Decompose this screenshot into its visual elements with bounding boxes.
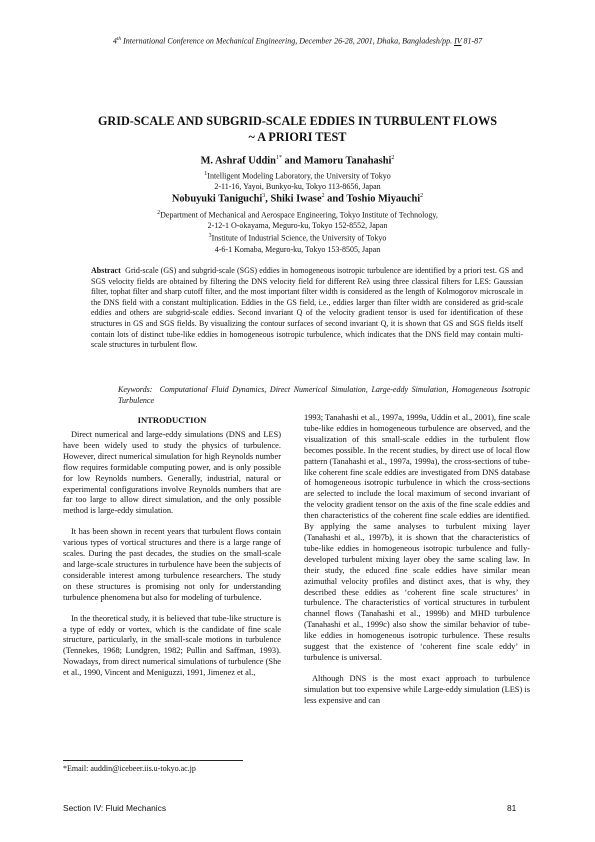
- paragraph: In the theoretical study, it is believed that tube-like structure is a type of eddy or vortex, which is the candidate of fine scale structure, particularly, in the small-scale motions in turbulence (Tennekes, 1968; Lundgren, 1982; Pullin and Saffman, 1993). Nowadays, from direct numerical simulations of turbulence (She et al., 1990, Vincent and Meniguzzi, 1991, Jimenez et al.,: [63, 613, 281, 678]
- footnote-rule: [63, 760, 243, 761]
- keywords-label: Keywords:: [118, 385, 153, 394]
- conference-header: [0, 36, 595, 46]
- author-affil-mark: 2: [420, 193, 424, 199]
- affil-text: Institute of Industrial Science, the University of Tokyo: [211, 234, 387, 244]
- author-name: , Shiki Iwase: [265, 193, 322, 205]
- affil-address: 2-11-16, Yayoi, Bunkyo-ku, Tokyo 113-8656, Japan: [214, 182, 381, 192]
- affil-mark: 2: [157, 210, 161, 216]
- author-affil-mark: 2: [321, 193, 325, 199]
- section-heading: INTRODUCTION: [137, 415, 207, 425]
- paper-title: [40, 113, 555, 145]
- abstract-text: Grid-scale (GS) and subgrid-scale (SGS) eddies in homogeneous isotropic turbulence are identified by a priori test. GS and SGS velocity fields are obtained by filtering the DNS velocity field for different Reλ using three classical filters for LES: Gaussian filter, tophat filter and sharp cutoff filter, and the most important filter width is considered as the length of Kolmogorov microscale in the DNS field with a constant multiplication. Eddies in the GS field, i.e., eddies larger than filter width are considered as grid-scale eddies and others are subgrid-scale eddies. Second invariant Q of the velocity gradient tensor is used for identification of these structures in GS and SGS fields. By visualizing the contour surfaces of second invariant Q, it is shown that GS and SGS fields itself contain lots of distinct tube-like eddies in homogeneous isotropic turbulence, which indicates that the DNS field may contain multi-scale structures in turbulent flow.: [91, 266, 523, 350]
- author-line-2: [0, 193, 595, 204]
- left-column: [63, 430, 281, 679]
- title-line-1: GRID-SCALE AND SUBGRID-SCALE EDDIES IN TURBULENT FLOWS: [97, 114, 498, 128]
- paragraph: Although DNS is the most exact approach to turbulence simulation but too expensive while Large-eddy simulation (LES) is less expensive and can: [304, 673, 530, 705]
- affil-address: 4-6-1 Komaba, Meguro-ku, Tokyo 153-8505, Japan: [214, 244, 381, 254]
- conference-number-suffix: th: [116, 36, 122, 42]
- volume-link[interactable]: IV: [454, 36, 462, 46]
- author-line-1: [0, 155, 595, 166]
- page-number: 81: [507, 803, 517, 813]
- author-name: M. Ashraf Uddin: [200, 155, 276, 167]
- author-name: and Toshio Miyauchi: [324, 193, 421, 205]
- keywords: [118, 385, 530, 406]
- author-affil-mark: 1*: [275, 155, 282, 161]
- affiliation-2: [0, 208, 595, 255]
- page-range: 81-87: [461, 36, 483, 46]
- paragraph: Direct numerical and large-eddy simulations (DNS and LES) have been widely used to study the physics of turbulence. However, direct numerical simulation for high Reynolds number flow requires formidable computing power, and is only possible for low Reynolds numbers. Generally, industrial, natural or experimental configurations involve Reynolds numbers that are far too large to allow direct simulation, and the only possible method is large-eddy simulation.: [63, 430, 281, 516]
- abstract: [91, 266, 523, 351]
- author-name: and Mamoru Tanahashi: [281, 155, 392, 167]
- affil-address: 2-12-1 O-okayama, Meguro-ku, Tokyo 152-8552, Japan: [207, 221, 388, 231]
- affil-mark: 1: [204, 171, 208, 177]
- conference-number: 4: [112, 36, 117, 46]
- conference-name: International Conference on Mechanical Engineering, December 26-28, 2001, Dhaka, Bangladesh/pp.: [121, 36, 455, 46]
- affil-mark: 3: [208, 233, 212, 240]
- keywords-text: Computational Fluid Dynamics, Direct Numerical Simulation, Large-eddy Simulation, Homogeneous Isotropic Turbulence: [118, 385, 530, 405]
- right-column: [304, 413, 530, 717]
- title-line-2: ~ A PRIORI TEST: [248, 130, 347, 144]
- affil-text: Intelligent Modeling Laboratory, the University of Tokyo: [207, 171, 391, 181]
- footer-section: Section IV: Fluid Mechanics: [63, 803, 167, 813]
- author-name: Nobuyuki Taniguchi: [171, 193, 263, 205]
- author-affil-mark: 2: [391, 155, 395, 161]
- affil-text: Department of Mechanical and Aerospace Engineering, Tokyo Institute of Technology,: [160, 210, 438, 220]
- paragraph: It has been shown in recent years that turbulent flows contain various types of vortical structures and there is a large range of scales. During the past decades, the studies on the small-scale and large-scale structures in turbulence have been the subjects of considerable interest among turbulence researchers. The study on these structures is promising not only for understanding turbulence phenomena but also for modeling of turbulence.: [63, 527, 281, 602]
- abstract-label: Abstract: [91, 266, 121, 275]
- paragraph: 1993; Tanahashi et al., 1997a, 1999a, Uddin et al., 2001), fine scale tube-like eddies in homogeneous turbulence are observed, and the visualization of this small-scale eddies in the turbulent flow becomes possible. In the recent studies, by direct use of local flow pattern (Tanahashi et al., 1997a, 1999a), the cross-sections of tube-like coherent fine scale eddies are investigated from DNS database of homogeneous isotropic turbulence in which the cross-sections are selected to include the local maximum of second invariant of the velocity gradient tensor on the axis of the fine scale eddies and then characteristics of the coherent fine scale eddies are identified. By applying the same analyses to turbulent mixing layer (Tanahashi et al., 1997b), it is shown that the characteristics of tube-like eddies in homogeneous isotropic turbulence and fully-developed turbulent mixing layer obey the same scaling law. In their study, the educed fine scale eddies have similar mean azimuthal velocity profiles and distinct axes, that is why, they described these eddies as ‘coherent fine scale structures’ in turbulence. The characteristics of vortical structures in turbulent channel flows (Tanahashi et al., 1999b) and MHD turbulence (Tanahashi et al., 1999c) also show the similar behavior of tube-like eddies in homogeneous isotropic turbulence. These results suggest that the existence of ‘coherent fine scale eddy’ in turbulence is universal.: [304, 413, 530, 662]
- affiliation-1: [0, 169, 595, 192]
- author-affil-mark: 3: [262, 193, 266, 199]
- footnote: *Email: auddin@icebeer.iis.u-tokyo.ac.jp: [63, 764, 196, 773]
